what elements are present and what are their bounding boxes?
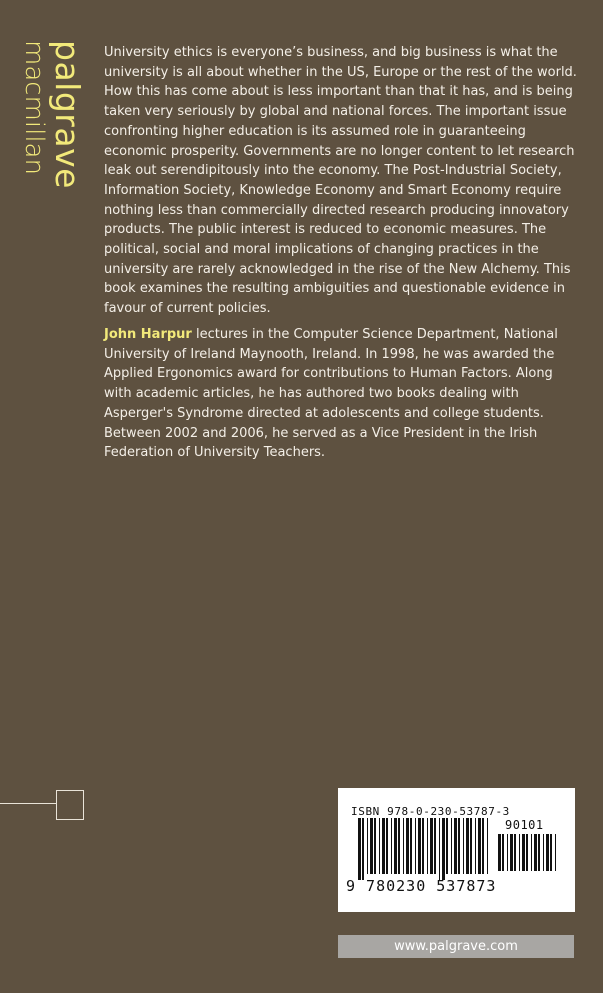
barcode-bar — [386, 818, 388, 874]
barcode-bar — [502, 834, 504, 871]
barcode-bar — [439, 818, 440, 880]
publisher-logo — [6, 40, 87, 189]
barcode-bar — [475, 818, 476, 874]
barcode-bar — [526, 834, 528, 871]
barcode-bar — [478, 818, 481, 874]
publisher-logo-line2: macmillan — [19, 40, 49, 175]
barcode-bar — [555, 834, 556, 871]
barcode-bar — [410, 818, 412, 874]
website-url[interactable]: www.palgrave.com — [394, 939, 518, 954]
barcode-bar — [434, 818, 436, 874]
ean-barcode — [358, 818, 492, 880]
barcode-bar — [427, 818, 428, 874]
barcode-bar — [458, 818, 460, 874]
author-name: John Harpur — [104, 327, 192, 342]
author-bio-text: lectures in the Computer Science Department, National University of Ireland Maynooth, Ireland. In 1998, he was awarded the Applied Ergonomics award for contributions to Human Factors. Along with academic articles, he has authored two books dealing with Asperger's Syndrome directed at adolescents and college students. Between 2002 and 2006, he served as a Vice President in the Irish Federation of University Teachers. — [104, 327, 558, 461]
barcode-bar — [382, 818, 385, 874]
barcode-bar — [430, 818, 433, 874]
barcode-bar — [403, 818, 404, 874]
barcode-bar — [507, 834, 508, 871]
barcode-bar — [362, 818, 364, 880]
barcode-bar — [451, 818, 452, 874]
barcode-bar — [391, 818, 392, 874]
ean-digits: 9 780230 537873 — [346, 877, 497, 895]
barcode-bar — [534, 834, 537, 871]
barcode-bar — [482, 818, 484, 874]
barcode-bar — [398, 818, 400, 874]
barcode-bar — [463, 818, 464, 874]
barcode-bar — [550, 834, 552, 871]
barcode-bar — [446, 818, 448, 874]
price-code: 90101 — [505, 818, 544, 832]
barcode-bar — [379, 818, 380, 874]
website-bar[interactable] — [338, 935, 574, 958]
barcode-bar — [510, 834, 513, 871]
barcode-bar — [358, 818, 361, 880]
barcode-bar — [538, 834, 540, 871]
barcode-bar — [546, 834, 549, 871]
barcode-bar — [519, 834, 520, 871]
barcode-bar — [543, 834, 544, 871]
addon-barcode — [498, 834, 560, 877]
barcode-bar — [370, 818, 373, 874]
barcode-bar — [498, 834, 501, 871]
barcode-bar — [418, 818, 421, 874]
barcode-bar — [531, 834, 532, 871]
publisher-logo-line1: palgrave — [48, 40, 87, 189]
barcode-bar — [522, 834, 525, 871]
barcode-bar — [514, 834, 516, 871]
barcode-bar — [406, 818, 409, 874]
barcode-bar — [466, 818, 469, 874]
barcode-bar — [394, 818, 397, 874]
decorative-line — [0, 803, 56, 804]
barcode-bar — [470, 818, 472, 874]
barcode-bar — [454, 818, 457, 874]
barcode-panel — [338, 788, 575, 912]
decorative-box — [56, 790, 84, 820]
author-bio — [104, 325, 584, 463]
barcode-bar — [422, 818, 424, 874]
barcode-bar — [367, 818, 368, 874]
book-blurb: University ethics is everyone’s business, and big business is what the university is all about whether in the US, Europe or the rest of the world. How this has come about is less important than that it has, and is being taken very seriously by global and national forces. The important issue confronting higher education is its assumed role in guaranteeing economic prosperity. Governments are no longer content to let research leak out serendipitously into the economy. The Post-Industrial Society, Information Society, Knowledge Economy and Smart Economy require nothing less than commercially directed research producing innovatory products. The public interest is reduced to economic measures. The political, social and moral implications of changing practices in the university are rarely acknowledged in the rise of the New Alchemy. This book examines the resulting ambiguities and questionable evidence in favour of current policies. — [104, 45, 577, 317]
barcode-bar — [487, 818, 488, 874]
isbn-label: ISBN 978-0-230-53787-3 — [351, 805, 510, 818]
barcode-bar — [415, 818, 416, 874]
barcode-bar — [442, 818, 445, 880]
barcode-bar — [374, 818, 376, 874]
